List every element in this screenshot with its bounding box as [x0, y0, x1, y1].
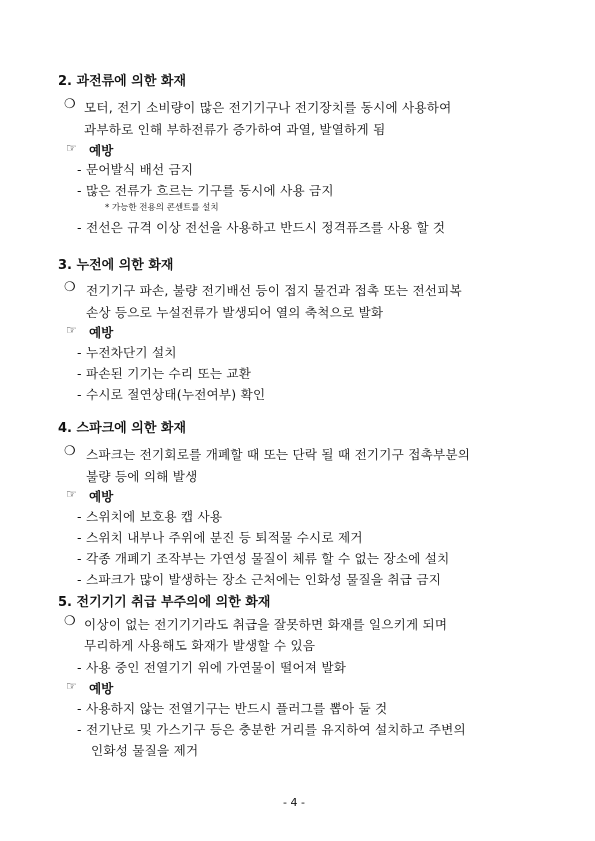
page-number: - 4 - — [283, 796, 305, 809]
prevention-item: - 전선은 규격 이상 전선을 사용하고 반드시 정격퓨즈를 사용 할 것 — [77, 220, 446, 235]
section-heading-careless-handling: 5. 전기기기 취급 부주의에 의한 화재 — [58, 595, 271, 610]
prevention-item: - 스위치 내부나 주위에 분진 등 퇴적물 수시로 제거 — [77, 530, 363, 545]
circle-bullet-icon: ❍ — [64, 444, 76, 459]
note-text: * 가능한 전용의 콘센트를 설치 — [105, 203, 219, 213]
circle-bullet-icon: ❍ — [64, 97, 76, 112]
pointing-hand-icon: ☞ — [66, 679, 77, 693]
cause-line: 모터, 전기 소비량이 많은 전기기구나 전기장치를 동시에 사용하여 — [84, 100, 452, 115]
cause-line: 스파크는 전기회로를 개폐할 때 또는 단락 될 때 전기기구 접촉부분의 — [86, 447, 471, 462]
prevention-label: 예방 — [89, 489, 114, 504]
cause-line: 손상 등으로 누설전류가 발생되어 열의 축척으로 발화 — [86, 305, 384, 320]
cause-line: 무리하게 사용해도 화재가 발생할 수 있음 — [84, 638, 316, 653]
prevention-item: - 사용하지 않는 전열기구는 반드시 플러그를 뽑아 둘 것 — [77, 701, 388, 716]
prevention-item: - 파손된 기기는 수리 또는 교환 — [77, 366, 252, 381]
prevention-label: 예방 — [89, 143, 114, 158]
cause-line: 전기기구 파손, 불량 전기배선 등이 접지 물건과 접촉 또는 전선피복 — [86, 283, 462, 298]
prevention-item: - 누전차단기 설치 — [77, 345, 177, 360]
prevention-label: 예방 — [89, 681, 114, 696]
cause-line: 과부하로 인해 부하전류가 증가하여 과열, 발열하게 됨 — [84, 122, 386, 137]
prevention-item: - 스파크가 많이 발생하는 장소 근처에는 인화성 물질을 취급 금지 — [77, 572, 442, 587]
cause-line: 불량 등에 의해 발생 — [86, 469, 198, 484]
prevention-label: 예방 — [89, 325, 114, 340]
section-heading-leakage: 3. 누전에 의한 화재 — [58, 258, 174, 273]
pointing-hand-icon: ☞ — [66, 141, 77, 155]
cause-line: 이상이 없는 전기기기라도 취급을 잘못하면 화재를 일으키게 되며 — [84, 617, 448, 632]
section-heading-spark: 4. 스파크에 의한 화재 — [58, 421, 187, 436]
cause-extra-line: - 사용 중인 전열기기 위에 가연물이 떨어져 발화 — [77, 660, 347, 675]
prevention-item: - 많은 전류가 흐르는 기구를 동시에 사용 금지 — [77, 183, 334, 198]
prevention-item: - 수시로 절연상태(누전여부) 확인 — [77, 387, 266, 402]
circle-bullet-icon: ❍ — [64, 280, 76, 295]
pointing-hand-icon: ☞ — [66, 487, 77, 501]
section-heading-overcurrent: 2. 과전류에 의한 화재 — [58, 74, 187, 89]
circle-bullet-icon: ❍ — [64, 614, 76, 629]
prevention-item: - 문어발식 배선 금지 — [77, 162, 194, 177]
prevention-item-continuation: 인화성 물질을 제거 — [91, 743, 199, 758]
prevention-item: - 스위치에 보호용 캡 사용 — [77, 509, 223, 524]
prevention-item: - 각종 개폐기 조작부는 가연성 물질이 체류 할 수 없는 장소에 설치 — [77, 551, 450, 566]
pointing-hand-icon: ☞ — [66, 323, 77, 337]
prevention-item: - 전기난로 및 가스기구 등은 충분한 거리를 유지하여 설치하고 주변의 — [77, 722, 466, 737]
